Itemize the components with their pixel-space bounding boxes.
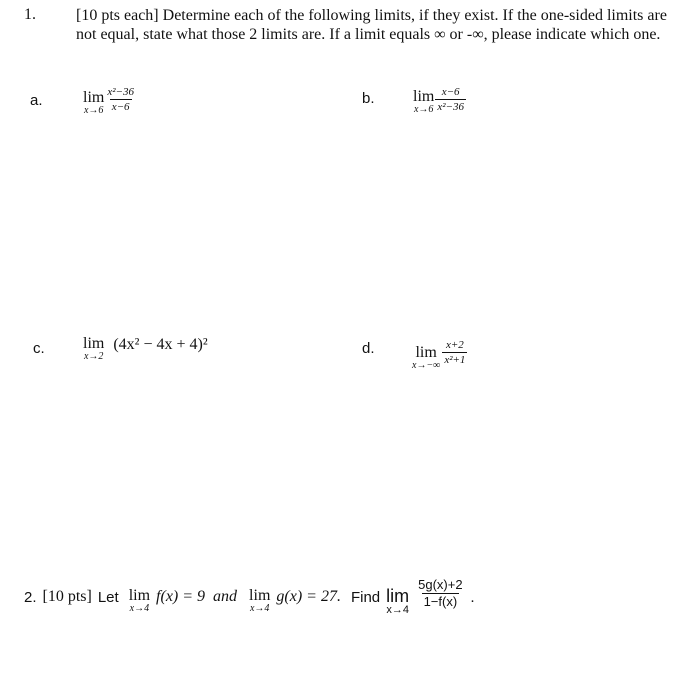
part-c-limit <box>83 336 208 362</box>
part-b-fraction <box>435 86 466 113</box>
part-a-label: a. <box>30 92 43 109</box>
part-c-lim-text: lim <box>83 335 105 352</box>
part-a-fraction <box>105 86 136 113</box>
part-d-label: d. <box>362 340 375 357</box>
q2-end-period: . <box>470 590 475 606</box>
q2-find: Find <box>350 589 381 606</box>
question-2 <box>24 578 474 615</box>
part-d-limit <box>412 333 467 371</box>
q2-g-expression: g(x) = 27. <box>276 588 341 605</box>
part-a-limit <box>83 85 136 116</box>
q2-and: and <box>213 588 238 605</box>
q2-fraction <box>416 578 464 609</box>
question-2-number: 2. <box>24 589 37 606</box>
question-1-number: 1. <box>24 6 36 23</box>
part-d-lim-subscript: x→−∞ <box>412 360 441 371</box>
part-d-numerator: x+2 <box>445 338 464 351</box>
part-c-expression: (4x² − 4x + 4)² <box>113 336 208 353</box>
part-a-lim-subscript: x→6 <box>83 105 104 116</box>
part-d-lim-text: lim <box>415 344 437 361</box>
part-c-lim-subscript: x→2 <box>83 351 104 362</box>
part-b-limit <box>413 85 466 115</box>
part-a-numerator: x²−36 <box>107 85 134 98</box>
part-b-lim-text: lim <box>413 88 435 105</box>
question-2-let: Let <box>97 589 119 606</box>
q2-g-lim-text: lim <box>249 587 271 604</box>
q2-find-lim-subscript: x→4 <box>386 604 409 616</box>
q2-denominator: 1−f(x) <box>423 594 458 609</box>
question-1-instructions: [10 pts each] Determine each of the following limits, if they exist. If the one-sided limits are not equal, state what those 2 limits are. If a limit equals ∞ or -∞, please indicate which one. <box>76 7 667 43</box>
part-a-lim-text: lim <box>83 89 105 106</box>
part-b-lim-subscript: x→6 <box>413 104 434 115</box>
q2-f-lim-text: lim <box>128 587 151 604</box>
q2-f-expression: f(x) = 9 <box>156 588 206 605</box>
part-b-label: b. <box>362 90 375 107</box>
q2-g-lim-subscript: x→4 <box>249 603 270 614</box>
part-b-numerator: x−6 <box>441 85 460 98</box>
q2-numerator: 5g(x)+2 <box>418 577 463 592</box>
part-b-denominator: x²−36 <box>437 100 464 113</box>
question-2-points: [10 pts] <box>42 588 92 605</box>
part-a-denominator: x−6 <box>111 100 130 113</box>
part-d-fraction <box>442 339 467 366</box>
part-d-denominator: x²+1 <box>444 353 466 366</box>
part-c-label: c. <box>33 340 45 357</box>
q2-f-lim-subscript: x→4 <box>129 603 150 614</box>
q2-find-lim-text: lim <box>386 586 410 606</box>
